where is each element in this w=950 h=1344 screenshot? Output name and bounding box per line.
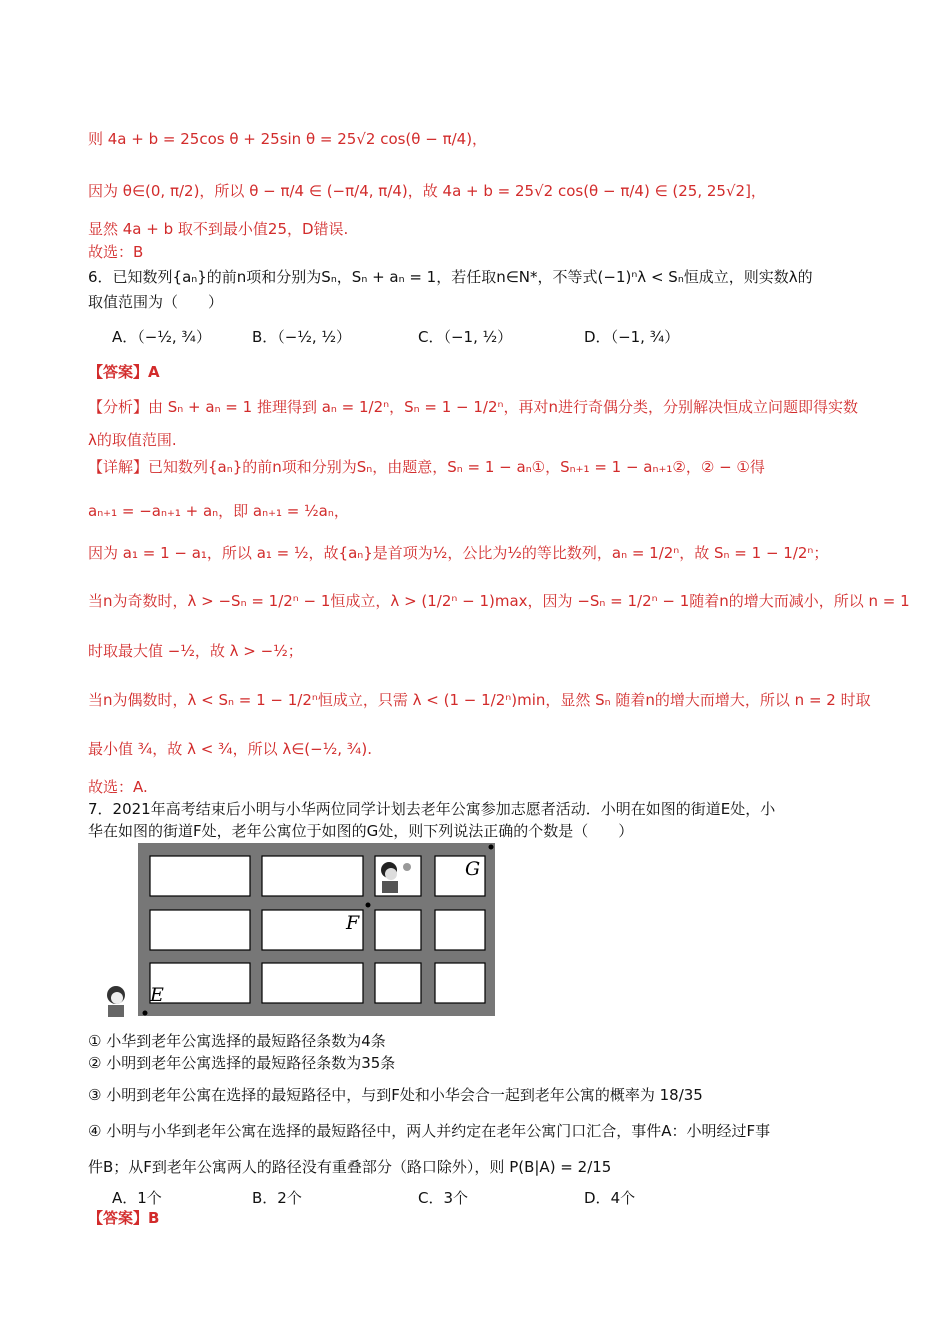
q7-option-c-label: C．	[418, 1189, 444, 1207]
block	[150, 856, 250, 896]
question-6-line-2: 取值范围为（ ）	[88, 293, 224, 311]
block	[150, 963, 250, 1003]
xiaoming-figure-icon	[107, 986, 125, 1017]
q6-detail-line-7: 最小值 ¾，故 λ < ¾，所以 λ∈(−½, ¾).	[88, 740, 372, 758]
block	[262, 963, 363, 1003]
solution-line-1: 则 4a + b = 25cos θ + 25sin θ = 25√2 cos(θ − π/4)，	[88, 130, 488, 148]
block	[375, 963, 421, 1003]
q7-answer: 【答案】B	[88, 1209, 160, 1227]
q6-analysis-line-2: λ的取值范围.	[88, 431, 177, 449]
q6-detail-line-5: 时取最大值 −½，故 λ > −½；	[88, 642, 303, 660]
q6-detail-line-6: 当n为偶数时，λ < Sₙ = 1 − 1/2ⁿ恒成立，只需 λ < (1 − 1/2ⁿ)min，显然 Sₙ 随着n的增大而增大，所以 n = 2 时取	[88, 691, 871, 709]
q6-analysis-line-1: 【分析】由 Sₙ + aₙ = 1 推理得到 aₙ = 1/2ⁿ，Sₙ = 1 − 1/2ⁿ，再对n进行奇偶分类，分别解决恒成立问题即得实数	[88, 398, 858, 416]
q6-detail-line-8: 故选：A.	[88, 778, 148, 796]
q6-option-c	[418, 326, 512, 347]
q7-option-a-value: 1个	[137, 1189, 162, 1207]
statement-2: ② 小明到老年公寓选择的最短路径条数为35条	[88, 1054, 396, 1072]
q6-option-b-label: B．	[252, 328, 278, 346]
q6-option-c-value: （−1, ½）	[443, 328, 513, 346]
block	[375, 910, 421, 950]
question-7-line-1: 7．2021年高考结束后小明与小华两位同学计划去老年公寓参加志愿者活动．小明在如图的街道E处，小	[88, 800, 776, 818]
question-6-line-1: 6．已知数列{aₙ}的前n项和分别为Sₙ，Sₙ + aₙ = 1，若任取n∈N*，不等式(−1)ⁿλ < Sₙ恒成立，则实数λ的	[88, 268, 813, 286]
q6-option-a-value: （−½, ¾）	[137, 328, 211, 346]
q6-option-c-label: C．	[418, 328, 444, 346]
solution-line-2: 因为 θ∈(0, π/2)，所以 θ − π/4 ∈ (−π/4, π/4)，故 4a + b = 25√2 cos(θ − π/4) ∈ (25, 25√2]，	[88, 182, 766, 200]
q7-option-c	[418, 1187, 468, 1208]
block	[435, 910, 485, 950]
solution-line-3: 显然 4a + b 取不到最小值25，D错误.	[88, 220, 349, 238]
q6-detail-line-2: aₙ₊₁ = −aₙ₊₁ + aₙ，即 aₙ₊₁ = ½aₙ，	[88, 502, 349, 520]
q6-option-b	[252, 326, 351, 347]
label-e: E	[150, 984, 164, 1006]
block	[435, 963, 485, 1003]
q7-option-b-value: 2个	[277, 1189, 302, 1207]
q6-option-a	[112, 326, 211, 347]
q6-option-a-label: A．	[112, 328, 138, 346]
q6-option-d-value: （−1, ¾）	[610, 328, 680, 346]
q6-option-d-label: D．	[584, 328, 611, 346]
point-e	[143, 1011, 148, 1016]
q6-option-b-value: （−½, ½）	[277, 328, 351, 346]
label-g: G	[465, 858, 481, 880]
statement-1: ① 小华到老年公寓选择的最短路径条数为4条	[88, 1032, 386, 1050]
question-7-line-2: 华在如图的街道F处，老年公寓位于如图的G处，则下列说法正确的个数是（ ）	[88, 822, 634, 840]
q6-detail-line-3: 因为 a₁ = 1 − a₁，所以 a₁ = ½，故{aₙ}是首项为½，公比为½的等比数列，aₙ = 1/2ⁿ，故 Sₙ = 1 − 1/2ⁿ；	[88, 544, 829, 562]
statement-4-line-1: ④ 小明与小华到老年公寓在选择的最短路径中，两人并约定在老年公寓门口汇合，事件A：小明经过F事	[88, 1122, 771, 1140]
street-grid-figure	[98, 843, 498, 1019]
q7-option-d-label: D．	[584, 1189, 611, 1207]
q6-answer: 【答案】A	[88, 363, 160, 381]
q6-detail-line-1: 【详解】已知数列{aₙ}的前n项和分别为Sₙ，由题意，Sₙ = 1 − aₙ①，Sₙ₊₁ = 1 − aₙ₊₁②，② − ①得	[88, 458, 765, 476]
q7-option-a-label: A．	[112, 1189, 138, 1207]
q7-option-d	[584, 1187, 635, 1208]
solution-answer-q5: 故选：B	[88, 243, 144, 261]
label-f: F	[346, 912, 360, 934]
statement-3: ③ 小明到老年公寓在选择的最短路径中，与到F处和小华会合一起到老年公寓的概率为 18/35	[88, 1086, 703, 1104]
q6-option-d	[584, 326, 679, 347]
q7-option-b-label: B．	[252, 1189, 278, 1207]
q7-option-b	[252, 1187, 302, 1208]
q7-option-c-value: 3个	[443, 1189, 469, 1207]
q7-option-a	[112, 1187, 162, 1208]
point-g	[489, 845, 494, 850]
statement-4-line-2: 件B；从F到老年公寓两人的路径没有重叠部分（路口除外），则 P(B|A) = 2/15	[88, 1158, 612, 1176]
q6-detail-line-4: 当n为奇数时，λ > −Sₙ = 1/2ⁿ − 1恒成立，λ > (1/2ⁿ − 1)max，因为 −Sₙ = 1/2ⁿ − 1随着n的增大而减小，所以 n = 1	[88, 592, 910, 610]
block	[150, 910, 250, 950]
q7-option-d-value: 4个	[610, 1189, 636, 1207]
point-f	[366, 903, 371, 908]
block	[262, 856, 363, 896]
apartment-person-icon	[376, 857, 420, 895]
